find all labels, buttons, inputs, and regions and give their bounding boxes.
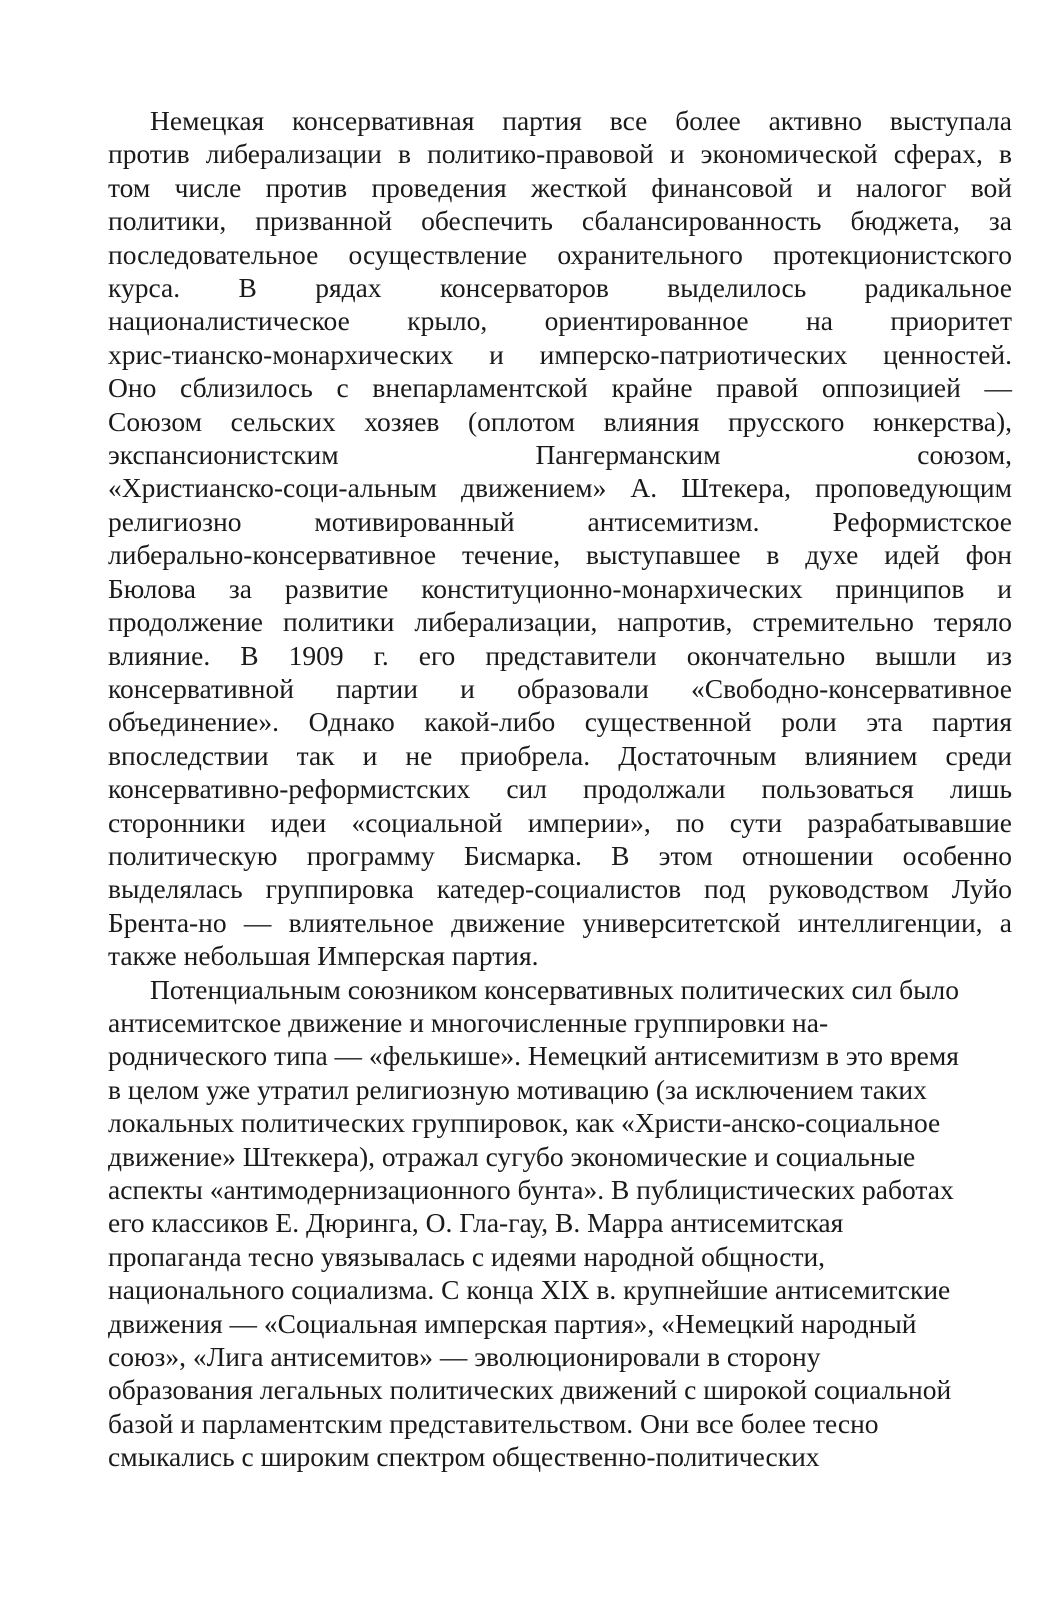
- text-line: его классиков Е. Дюринга, О. Гла-гау, В. Марра антисемитская: [108, 1207, 844, 1239]
- paragraph-1: [108, 104, 1012, 973]
- text-line: впоследствии так и не приобрела. Достаточным влиянием среди: [108, 739, 1012, 771]
- text-line: Потенциальным союзником консервативных политических сил было: [150, 973, 960, 1005]
- text-line: курса. В рядах консерваторов выделилось радикальное: [108, 272, 1012, 304]
- text-line: базой и парламентским представительством. Они все более тесно: [108, 1407, 879, 1439]
- document-page: [108, 104, 1012, 1474]
- text-line: против либерализации в политико-правовой и экономической сферах, в: [108, 138, 1012, 170]
- text-line: продолжение политики либерализации, напротив, стремительно теряло: [108, 606, 1012, 638]
- text-line: экспансионистским Пангерманским союзом,: [108, 439, 1012, 471]
- text-line: Союзом сельских хозяев (оплотом влияния прусского юнкерства),: [108, 405, 1012, 437]
- text-line: «Христианско-соци-альным движением» А. Штекера, проповедующим: [108, 472, 1012, 504]
- text-line: аспекты «антимодернизационного бунта». В публицистических работах: [108, 1174, 954, 1205]
- text-line: объединение». Однако какой-либо существенной роли эта партия: [108, 706, 1012, 738]
- text-line: Брента-но — влиятельное движение университетской интеллигенции, а: [108, 906, 1012, 938]
- text-line: локальных политических группировок, как «Христи-анско-социальное: [108, 1107, 941, 1139]
- text-line: движение» Штеккера), отражал сугубо экономические и социальные: [108, 1140, 916, 1172]
- text-line: антисемитское движение и многочисленные группировки на-: [108, 1006, 829, 1038]
- text-line: хрис-тианско-монархических и имперско-патриотических ценностей.: [108, 338, 1012, 370]
- text-line: последовательное осуществление охранительного протекционистского: [108, 238, 1012, 270]
- text-line: роднического типа — «фелькише». Немецкий антисемитизм в это время: [108, 1040, 959, 1072]
- text-line: Оно сблизилось с внепарламентской крайне правой оппозицией —: [108, 372, 1012, 404]
- text-line: влияние. В 1909 г. его представители окончательно вышли из: [108, 639, 1012, 671]
- text-line: национального социализма. С конца XIX в. крупнейшие антисемитские: [108, 1274, 951, 1306]
- paragraph-2: [108, 973, 1012, 1474]
- text-line: консервативной партии и образовали «Свободно-консервативное: [108, 672, 1012, 704]
- text-line: Бюлова за развитие конституционно-монархических принципов и: [108, 572, 1012, 604]
- text-line: смыкались с широким спектром общественно-политических: [108, 1441, 820, 1473]
- text-line: религиозно мотивированный антисемитизм. Реформистское: [108, 505, 1012, 537]
- text-line: также небольшая Имперская партия.: [108, 940, 539, 972]
- text-line: пропаганда тесно увязывалась с идеями народной общности,: [108, 1240, 826, 1272]
- text-line: националистическое крыло, ориентированное на приоритет: [108, 305, 1012, 337]
- text-line: политическую программу Бисмарка. В этом отношении особенно: [108, 839, 1012, 871]
- text-line: Немецкая консервативная партия все более активно выступала: [150, 105, 1012, 136]
- text-line: том числе против проведения жесткой финансовой и налогог вой: [108, 171, 1012, 203]
- text-line: в целом уже утратил религиозную мотивацию (за исключением таких: [108, 1073, 927, 1105]
- text-line: консервативно-реформистских сил продолжали пользоваться лишь: [108, 773, 1012, 805]
- text-line: союз», «Лига антисемитов» — эволюционировали в сторону: [108, 1341, 821, 1373]
- text-line: движения — «Социальная имперская партия», «Немецкий народный: [108, 1307, 917, 1339]
- text-line: политики, призванной обеспечить сбалансированность бюджета, за: [108, 205, 1012, 237]
- text-line: выделялась группировка катедер-социалистов под руководством Луйо: [108, 873, 1012, 905]
- text-line: сторонники идеи «социальной империи», по сути разрабатывавшие: [108, 806, 1012, 838]
- text-line: образования легальных политических движений с широкой социальной: [108, 1374, 952, 1406]
- text-line: либерально-консервативное течение, выступавшее в духе идей фон: [108, 539, 1012, 571]
